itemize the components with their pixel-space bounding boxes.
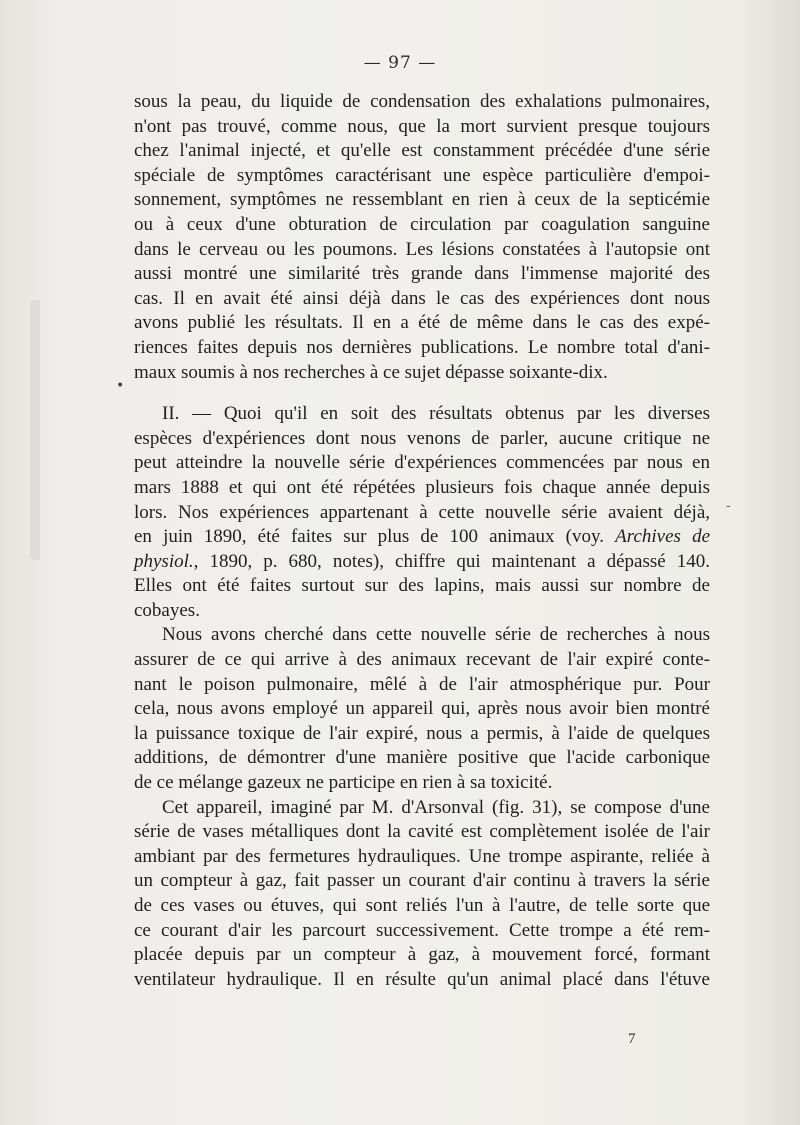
text-line: lors. Nos expériences appartenant à cette nouvelle série avaient déjà, <box>134 501 710 523</box>
text-line-with-italic <box>134 550 710 575</box>
text-line: la puissance toxique de l'air expiré, nous a permis, à l'aide de quelques <box>134 722 710 744</box>
text-line: de ce mélange gazeux ne participe en rien à sa toxicité. <box>134 772 553 794</box>
paragraph-1 <box>134 90 710 385</box>
paragraph-4 <box>134 796 710 993</box>
text-line: riences faites depuis nos dernières publications. Le nombre total d'ani- <box>134 336 710 358</box>
text-line: espèces d'expériences dont nous venons de parler, aucune critique ne <box>134 427 710 449</box>
italic-title: physiol., <box>134 550 199 572</box>
text-line: ce courant d'air les parcourt successivement. Cette trompe a été rem- <box>134 919 710 941</box>
text-line: n'ont pas trouvé, comme nous, que la mort survient presque toujours <box>134 115 710 137</box>
text-line: cela, nous avons employé un appareil qui, après nous avoir bien montré <box>134 698 710 720</box>
text-segment: 1890, p. 680, notes), chiffre qui maintenant a dépassé 140. <box>209 550 710 572</box>
text-line: additions, de démontrer d'une manière positive que l'acide carbonique <box>134 747 710 769</box>
text-line: II. — Quoi qu'il en soit des résultats obtenus par les diverses <box>162 403 710 425</box>
section-gap <box>134 385 710 402</box>
text-line: Elles ont été faites surtout sur des lapins, mais aussi sur nombre de <box>134 575 710 597</box>
text-line: avons publié les résultats. Il en a été de même dans le cas des expé- <box>134 312 710 334</box>
signature-number: 7 <box>628 1031 636 1047</box>
text-line: série de vases métalliques dont la cavité est complètement isolée de l'air <box>134 821 710 843</box>
text-line: chez l'animal injecté, et qu'elle est constamment précédée d'une série <box>134 140 710 162</box>
text-line: ou à ceux d'une obturation de circulation par coagulation sanguine <box>134 213 710 235</box>
text-line: spéciale de symptômes caractérisant une espèce particulière d'empoi- <box>134 164 710 186</box>
text-line: ambiant par des fermetures hydrauliques. Une trompe aspirante, reliée à <box>134 845 710 867</box>
margin-dash: - <box>726 498 731 514</box>
text-line: un compteur à gaz, fait passer un courant d'air continu à travers la série <box>134 870 710 892</box>
text-line: Cet appareil, imaginé par M. d'Arsonval (fig. 31), se compose d'une <box>162 796 710 818</box>
text-line: peut atteindre la nouvelle série d'expériences commencées par nous en <box>134 452 710 474</box>
text-line: maux soumis à nos recherches à ce sujet dépasse soixante-dix. <box>134 361 608 383</box>
text-line: cas. Il en avait été ainsi déjà dans le cas des expériences dont nous <box>134 287 710 309</box>
text-line: dans le cerveau ou les poumons. Les lésions constatées à l'autopsie ont <box>134 238 710 260</box>
text-line: mars 1888 et qui ont été répétées plusieurs fois chaque année depuis <box>134 476 710 498</box>
page-number: — 97 — <box>363 53 437 73</box>
paragraph-3 <box>134 623 710 795</box>
italic-title: Archives de <box>615 526 711 548</box>
text-line: ventilateur hydraulique. Il en résulte qu'un animal placé dans l'étuve <box>134 968 710 990</box>
text-line-with-italic <box>134 525 710 550</box>
text-line: placée depuis par un compteur à gaz, à mouvement forcé, formant <box>134 944 710 966</box>
text-line: aussi montré une similarité très grande dans l'immense majorité des <box>134 263 710 285</box>
margin-mark: • <box>116 378 125 394</box>
text-line: assurer de ce qui arrive à des animaux recevant de l'air expiré conte- <box>134 649 710 671</box>
text-line: sonnement, symptômes ne ressemblant en rien à ceux de la septicémie <box>134 189 710 211</box>
body-text <box>134 90 710 992</box>
text-segment: en juin 1890, été faites sur plus de 100 animaux (voy. <box>134 526 605 548</box>
text-line: cobayes. <box>134 599 200 621</box>
text-line: sous la peau, du liquide de condensation des exhalations pulmonaires, <box>134 91 710 112</box>
text-line: Nous avons cherché dans cette nouvelle série de recherches à nous <box>162 624 710 646</box>
paragraph-2 <box>134 402 710 623</box>
text-line: de ces vases ou étuves, qui sont reliés l'un à l'autre, de telle sorte que <box>134 895 710 916</box>
text-line: nant le poison pulmonaire, mêlé à de l'air atmosphérique pur. Pour <box>134 673 710 695</box>
